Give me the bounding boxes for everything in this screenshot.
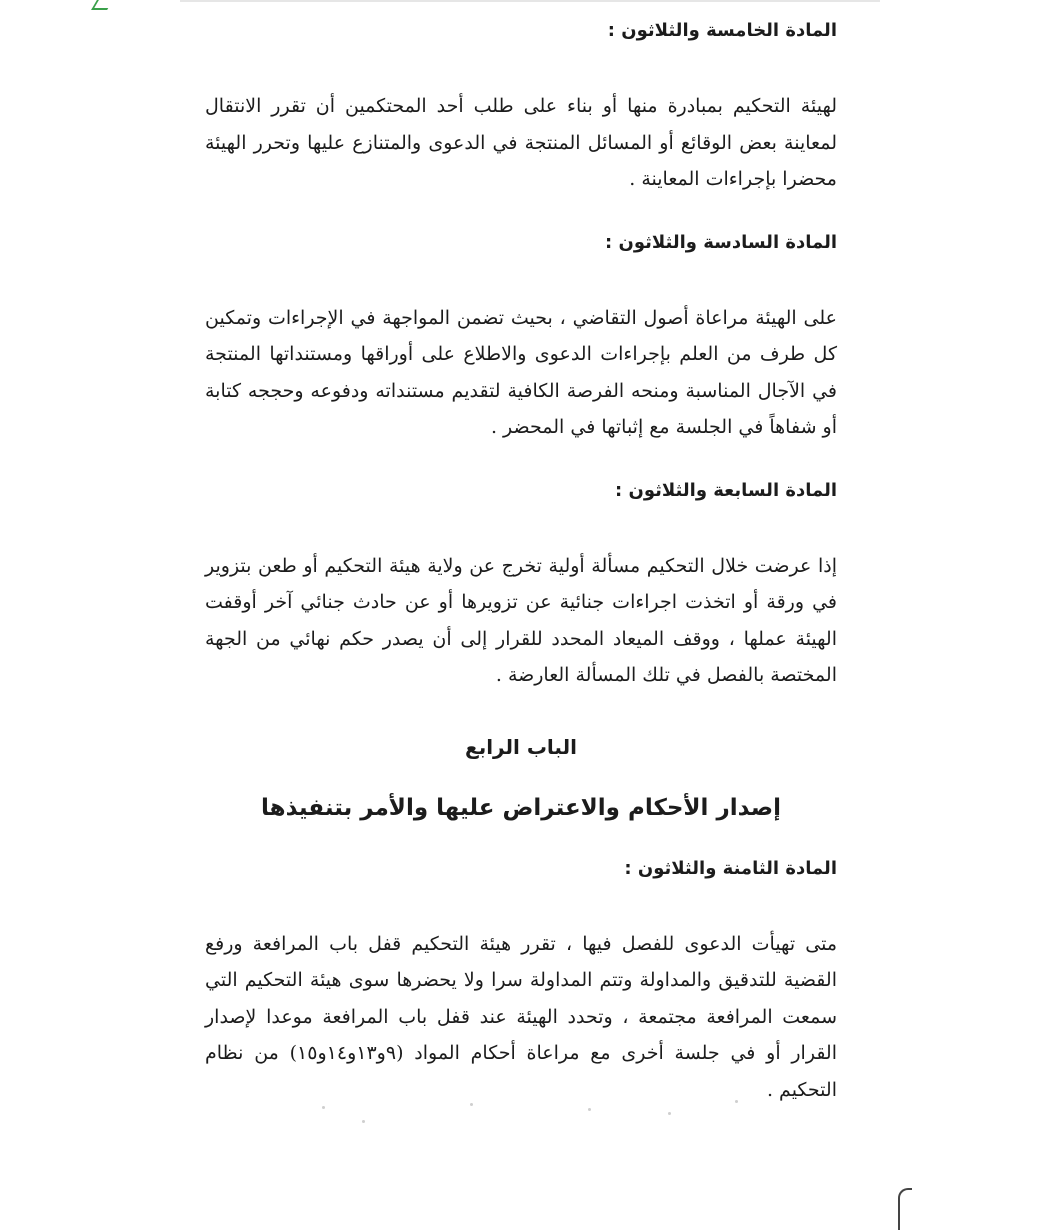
scan-speck [588, 1108, 591, 1111]
document-body [205, 14, 837, 1108]
article-38-heading: المادة الثامنة والثلاثون : [624, 857, 837, 879]
corner-tick-mark [91, 0, 113, 10]
article-35-text: لهيئة التحكيم بمبادرة منها أو بناء على طلب أحد المحتكمين أن تقرر الانتقال لمعاينة بعض الوقائع أو المسائل المنتجة في الدعوى والمتنازع عليها وتحرر الهيئة محضرا بإجراءات المعاينة . [205, 95, 837, 190]
scan-speck [362, 1120, 365, 1123]
scan-speck [322, 1106, 325, 1109]
article-37-heading: المادة السابعة والثلاثون : [615, 479, 837, 501]
article-36-text: على الهيئة مراعاة أصول التقاضي ، بحيث تضمن المواجهة في الإجراءات وتمكين كل طرف من العلم بإجراءات الدعوى والاطلاع على أوراقها ومستنداتها المنتجة في الآجال المناسبة ومنحه الفرصة الكافية لتقديم مستنداته ودفوعه وحججه كتابة أو شفاهاً في الجلسة مع إثباتها في المحضر . [205, 306, 837, 438]
chapter-subtitle: إصدار الأحكام والاعتراض عليها والأمر بتنفيذها [261, 794, 781, 821]
scan-speck [470, 1103, 473, 1106]
article-36-heading: المادة السادسة والثلاثون : [604, 231, 837, 253]
article-35-heading: المادة الخامسة والثلاثون : [607, 20, 837, 41]
chapter-title: الباب الرابع [465, 734, 577, 759]
article-37-text: إذا عرضت خلال التحكيم مسألة أولية تخرج عن ولاية هيئة التحكيم أو طعن بتزوير في ورقة أو اتخذت اجراءات جنائية عن تزويرها أو عن حادث جنائي آخر أوقفت الهيئة عملها ، ووقف الميعاد المحدد للقرار إلى أن يصدر حكم نهائي من الجهة المختصة بالفصل في تلك المسألة العارضة . [205, 554, 837, 686]
scan-speck [735, 1100, 738, 1103]
article-38-text: متى تهيأت الدعوى للفصل فيها ، تقرر هيئة التحكيم قفل باب المرافعة ورفع القضية للتدقيق والمداولة وتتم المداولة سرا ولا يحضرها سوى هيئة التحكيم التي سمعت المرافعة مجتمعة ، وتحدد الهيئة عند قفل باب المرافعة موعدا لإصدار القرار أو في جلسة أخرى مع مراعاة أحكام المواد (٩و١٣و١٤و١٥) من نظام التحكيم . [205, 932, 837, 1101]
scan-speck [668, 1112, 671, 1115]
page-edge-bracket [898, 1188, 912, 1230]
scan-top-edge [180, 0, 880, 2]
